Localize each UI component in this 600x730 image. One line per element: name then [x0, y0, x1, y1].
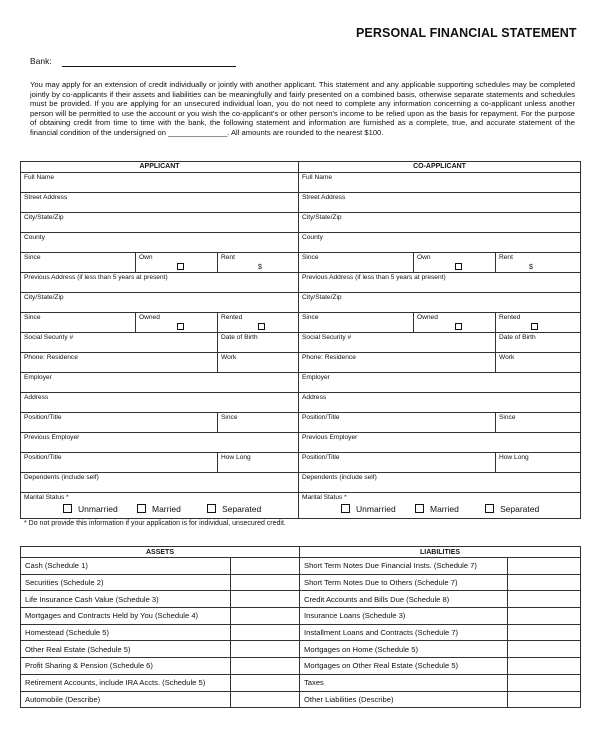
- asset-amount-field[interactable]: [231, 658, 300, 675]
- applicant-table: [20, 161, 581, 519]
- coapplicant-owned-checkbox[interactable]: [455, 323, 462, 330]
- asset-label: Other Real Estate (Schedule 5): [21, 641, 231, 658]
- applicant-own-field[interactable]: Own: [136, 253, 218, 273]
- applicant-dob-field[interactable]: Date of Birth: [218, 333, 299, 353]
- applicant-prev-city-state-zip-field[interactable]: City/State/Zip: [21, 293, 299, 313]
- coapplicant-previous-employer-field[interactable]: Previous Employer: [299, 433, 581, 453]
- applicant-position-field[interactable]: Position/Title: [21, 413, 218, 433]
- liability-label: Other Liabilities (Describe): [300, 691, 508, 708]
- asset-amount-field[interactable]: [231, 624, 300, 641]
- liabilities-header: LIABILITIES: [300, 547, 581, 558]
- liability-label: Insurance Loans (Schedule 3): [300, 608, 508, 625]
- coapplicant-county-field[interactable]: County: [299, 233, 581, 253]
- liability-amount-field[interactable]: [508, 674, 581, 691]
- coapplicant-unmarried-checkbox[interactable]: [341, 504, 350, 513]
- coapplicant-city-state-zip-field[interactable]: City/State/Zip: [299, 213, 581, 233]
- asset-label: Cash (Schedule 1): [21, 558, 231, 575]
- applicant-employer-field[interactable]: Employer: [21, 373, 299, 393]
- applicant-prev-position-field[interactable]: Position/Title: [21, 453, 218, 473]
- applicant-rented-field[interactable]: Rented: [218, 313, 299, 333]
- asset-amount-field[interactable]: [231, 558, 300, 575]
- applicant-phone-work-field[interactable]: Work: [218, 353, 299, 373]
- applicant-dependents-field[interactable]: Dependents (include self): [21, 473, 299, 493]
- asset-label: Homestead (Schedule 5): [21, 624, 231, 641]
- applicant-phone-residence-field[interactable]: Phone: Residence: [21, 353, 218, 373]
- bank-field[interactable]: [62, 66, 236, 67]
- assets-liabilities-table: [20, 546, 581, 708]
- coapplicant-prev-city-state-zip-field[interactable]: City/State/Zip: [299, 293, 581, 313]
- applicant-prev-since-field[interactable]: Since: [21, 313, 136, 333]
- liability-amount-field[interactable]: [508, 558, 581, 575]
- asset-amount-field[interactable]: [231, 641, 300, 658]
- liability-label: Mortgages on Home (Schedule 5): [300, 641, 508, 658]
- coapplicant-since-field[interactable]: Since: [299, 253, 414, 273]
- applicant-county-field[interactable]: County: [21, 233, 299, 253]
- applicant-rented-checkbox[interactable]: [258, 323, 265, 330]
- applicant-married-checkbox[interactable]: [137, 504, 146, 513]
- liability-label: Taxes: [300, 674, 508, 691]
- coapplicant-position-since-field[interactable]: Since: [496, 413, 581, 433]
- footnote: * Do not provide this information if your application is for individual, unsecured credit.: [24, 520, 286, 527]
- page-title: PERSONAL FINANCIAL STATEMENT: [356, 26, 577, 40]
- applicant-marital-status: Marital Status * Unmarried Married Separated: [21, 493, 299, 519]
- applicant-rent-field[interactable]: Rent $: [218, 253, 299, 273]
- liability-label: Short Term Notes Due to Others (Schedule 7): [300, 574, 508, 591]
- applicant-ssn-field[interactable]: Social Security #: [21, 333, 218, 353]
- applicant-employer-address-field[interactable]: Address: [21, 393, 299, 413]
- applicant-city-state-zip-field[interactable]: City/State/Zip: [21, 213, 299, 233]
- coapplicant-phone-work-field[interactable]: Work: [496, 353, 581, 373]
- coapplicant-header: CO-APPLICANT: [299, 162, 581, 173]
- coapplicant-how-long-field[interactable]: How Long: [496, 453, 581, 473]
- applicant-unmarried-checkbox[interactable]: [63, 504, 72, 513]
- coapplicant-dob-field[interactable]: Date of Birth: [496, 333, 581, 353]
- applicant-street-address-field[interactable]: Street Address: [21, 193, 299, 213]
- coapplicant-phone-residence-field[interactable]: Phone: Residence: [299, 353, 496, 373]
- applicant-header: APPLICANT: [21, 162, 299, 173]
- liability-amount-field[interactable]: [508, 574, 581, 591]
- coapplicant-street-address-field[interactable]: Street Address: [299, 193, 581, 213]
- liability-amount-field[interactable]: [508, 624, 581, 641]
- asset-label: Life Insurance Cash Value (Schedule 3): [21, 591, 231, 608]
- coapplicant-position-field[interactable]: Position/Title: [299, 413, 496, 433]
- coapplicant-marital-status: Marital Status * Unmarried Married Separated: [299, 493, 581, 519]
- coapplicant-previous-address-field[interactable]: Previous Address (if less than 5 years at present): [299, 273, 581, 293]
- coapplicant-rent-field[interactable]: Rent $: [496, 253, 581, 273]
- asset-label: Automobile (Describe): [21, 691, 231, 708]
- asset-amount-field[interactable]: [231, 674, 300, 691]
- liability-amount-field[interactable]: [508, 608, 581, 625]
- applicant-owned-field[interactable]: Owned: [136, 313, 218, 333]
- coapplicant-own-field[interactable]: Own: [414, 253, 496, 273]
- applicant-since-field[interactable]: Since: [21, 253, 136, 273]
- asset-amount-field[interactable]: [231, 591, 300, 608]
- liability-amount-field[interactable]: [508, 641, 581, 658]
- applicant-previous-employer-field[interactable]: Previous Employer: [21, 433, 299, 453]
- coapplicant-own-checkbox[interactable]: [455, 263, 462, 270]
- bank-label: Bank:: [30, 56, 52, 66]
- coapplicant-employer-address-field[interactable]: Address: [299, 393, 581, 413]
- intro-paragraph: You may apply for an extension of credit individually or jointly with another applicant. This statement and any applicable supporting schedules may be completed jointly by co-applicants if their assets and liabilities can be meaningfully and fairly presented on a combined basis, otherwise separate statements and schedules must be provided. If you are applying for an unsecured individual loan, you do not need to complete any information concerning a co-applicant unless another person will be permitted to use the account or you wish the co-applicant's or other person's income to be relied upon as the basis for repayment. For the purpose of obtaining credit from time to time with the bank, the following statement and information are furnished as a complete, true, and accurate statement of the financial condition of the undersigned on ______________. All amounts are rounded to the nearest $100.: [30, 80, 575, 137]
- coapplicant-married-checkbox[interactable]: [415, 504, 424, 513]
- coapplicant-rented-checkbox[interactable]: [531, 323, 538, 330]
- asset-label: Retirement Accounts, include IRA Accts. (Schedule 5): [21, 674, 231, 691]
- coapplicant-full-name-field[interactable]: Full Name: [299, 173, 581, 193]
- applicant-how-long-field[interactable]: How Long: [218, 453, 299, 473]
- coapplicant-owned-field[interactable]: Owned: [414, 313, 496, 333]
- coapplicant-prev-since-field[interactable]: Since: [299, 313, 414, 333]
- coapplicant-prev-position-field[interactable]: Position/Title: [299, 453, 496, 473]
- liability-label: Installment Loans and Contracts (Schedule 7): [300, 624, 508, 641]
- applicant-position-since-field[interactable]: Since: [218, 413, 299, 433]
- liability-amount-field[interactable]: [508, 658, 581, 675]
- coapplicant-ssn-field[interactable]: Social Security #: [299, 333, 496, 353]
- applicant-separated-checkbox[interactable]: [207, 504, 216, 513]
- asset-amount-field[interactable]: [231, 691, 300, 708]
- applicant-full-name-field[interactable]: Full Name: [21, 173, 299, 193]
- asset-label: Profit Sharing & Pension (Schedule 6): [21, 658, 231, 675]
- asset-label: Securities (Schedule 2): [21, 574, 231, 591]
- liability-label: Credit Accounts and Bills Due (Schedule 8): [300, 591, 508, 608]
- coapplicant-rented-field[interactable]: Rented: [496, 313, 581, 333]
- asset-label: Mortgages and Contracts Held by You (Schedule 4): [21, 608, 231, 625]
- assets-header: ASSETS: [21, 547, 300, 558]
- liability-amount-field[interactable]: [508, 691, 581, 708]
- asset-amount-field[interactable]: [231, 608, 300, 625]
- coapplicant-employer-field[interactable]: Employer: [299, 373, 581, 393]
- applicant-previous-address-field[interactable]: Previous Address (if less than 5 years at present): [21, 273, 299, 293]
- applicant-owned-checkbox[interactable]: [177, 323, 184, 330]
- liability-amount-field[interactable]: [508, 591, 581, 608]
- coapplicant-separated-checkbox[interactable]: [485, 504, 494, 513]
- applicant-own-checkbox[interactable]: [177, 263, 184, 270]
- liability-label: Mortgages on Other Real Estate (Schedule 5): [300, 658, 508, 675]
- liability-label: Short Term Notes Due Financial Insts. (Schedule 7): [300, 558, 508, 575]
- asset-amount-field[interactable]: [231, 574, 300, 591]
- coapplicant-dependents-field[interactable]: Dependents (include self): [299, 473, 581, 493]
